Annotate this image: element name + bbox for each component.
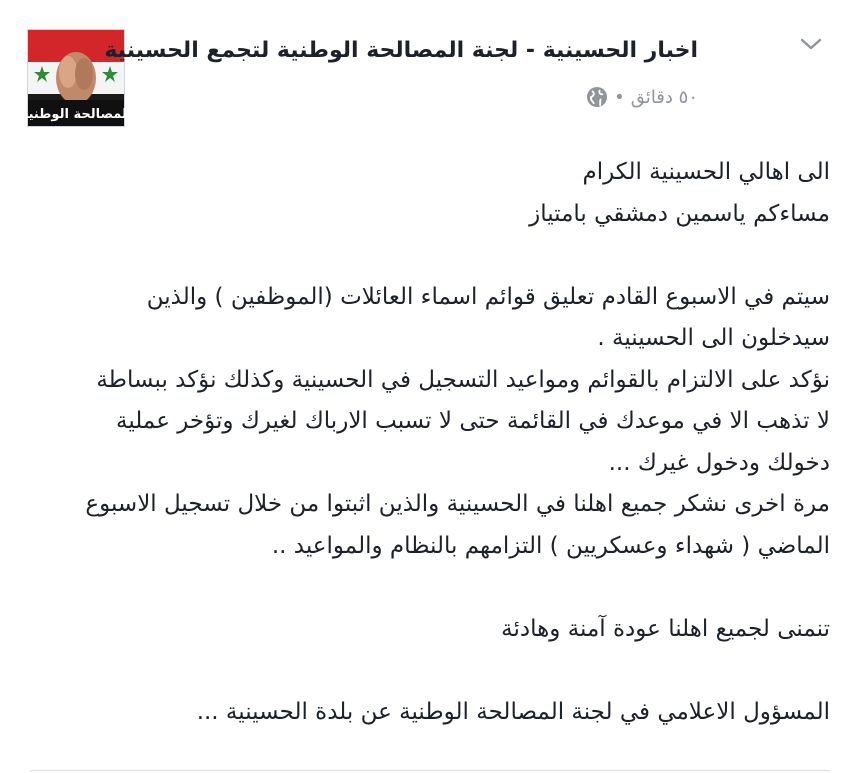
- post-line-5: سيدخلون الى الحسينية .: [597, 325, 830, 351]
- post-meta: [586, 86, 698, 108]
- post-line-6: نؤكد على الالتزام بالقوائم ومواعيد التسجيل في الحسينية وكذلك نؤكد ببساطة: [96, 366, 830, 393]
- post-body: [22, 152, 830, 733]
- post-divider: [30, 770, 830, 771]
- post-line-9: مرة اخرى نشكر جميع اهلنا في الحسينية والذين اثبتوا من خلال تسجيل الاسبوع: [85, 491, 830, 517]
- post-line-12: تنمنى لجميع اهلنا عودة آمنة وهادئة: [501, 615, 830, 642]
- post-line-8: دخولك ودخول غيرك ...: [608, 449, 830, 476]
- meta-separator: •: [614, 86, 625, 108]
- post-line-10: الماضي ( شهداء وعسكريين ) التزامهم بالنظام والمواعيد ..: [271, 532, 830, 559]
- post-line-1: الى اهالي الحسينية الكرام: [582, 159, 830, 185]
- chevron-down-icon[interactable]: [796, 32, 826, 56]
- post-line-4: سيتم في الاسبوع القادم تعليق قوائم اسماء العائلات (الموظفين ) والذين: [146, 283, 830, 310]
- post-time[interactable]: ٥٠ دقائق: [630, 86, 698, 108]
- globe-icon[interactable]: [586, 86, 608, 108]
- post-header: [104, 38, 698, 63]
- post-line-14: المسؤول الاعلامي في لجنة المصالحة الوطنية عن بلدة الحسينية ...: [196, 698, 830, 725]
- page-name-link[interactable]: اخبار الحسينية - لجنة المصالحة الوطنية لتجمع الحسينية: [104, 38, 698, 63]
- avatar-caption: المصالحة الوطنية: [20, 107, 132, 122]
- post-line-7: لا تذهب الا في موعدك في القائمة حتى لا تسبب الارباك لغيرك وتؤخر عملية: [116, 408, 830, 434]
- post-line-2: مساءكم ياسمين دمشقي بامتياز: [529, 200, 830, 227]
